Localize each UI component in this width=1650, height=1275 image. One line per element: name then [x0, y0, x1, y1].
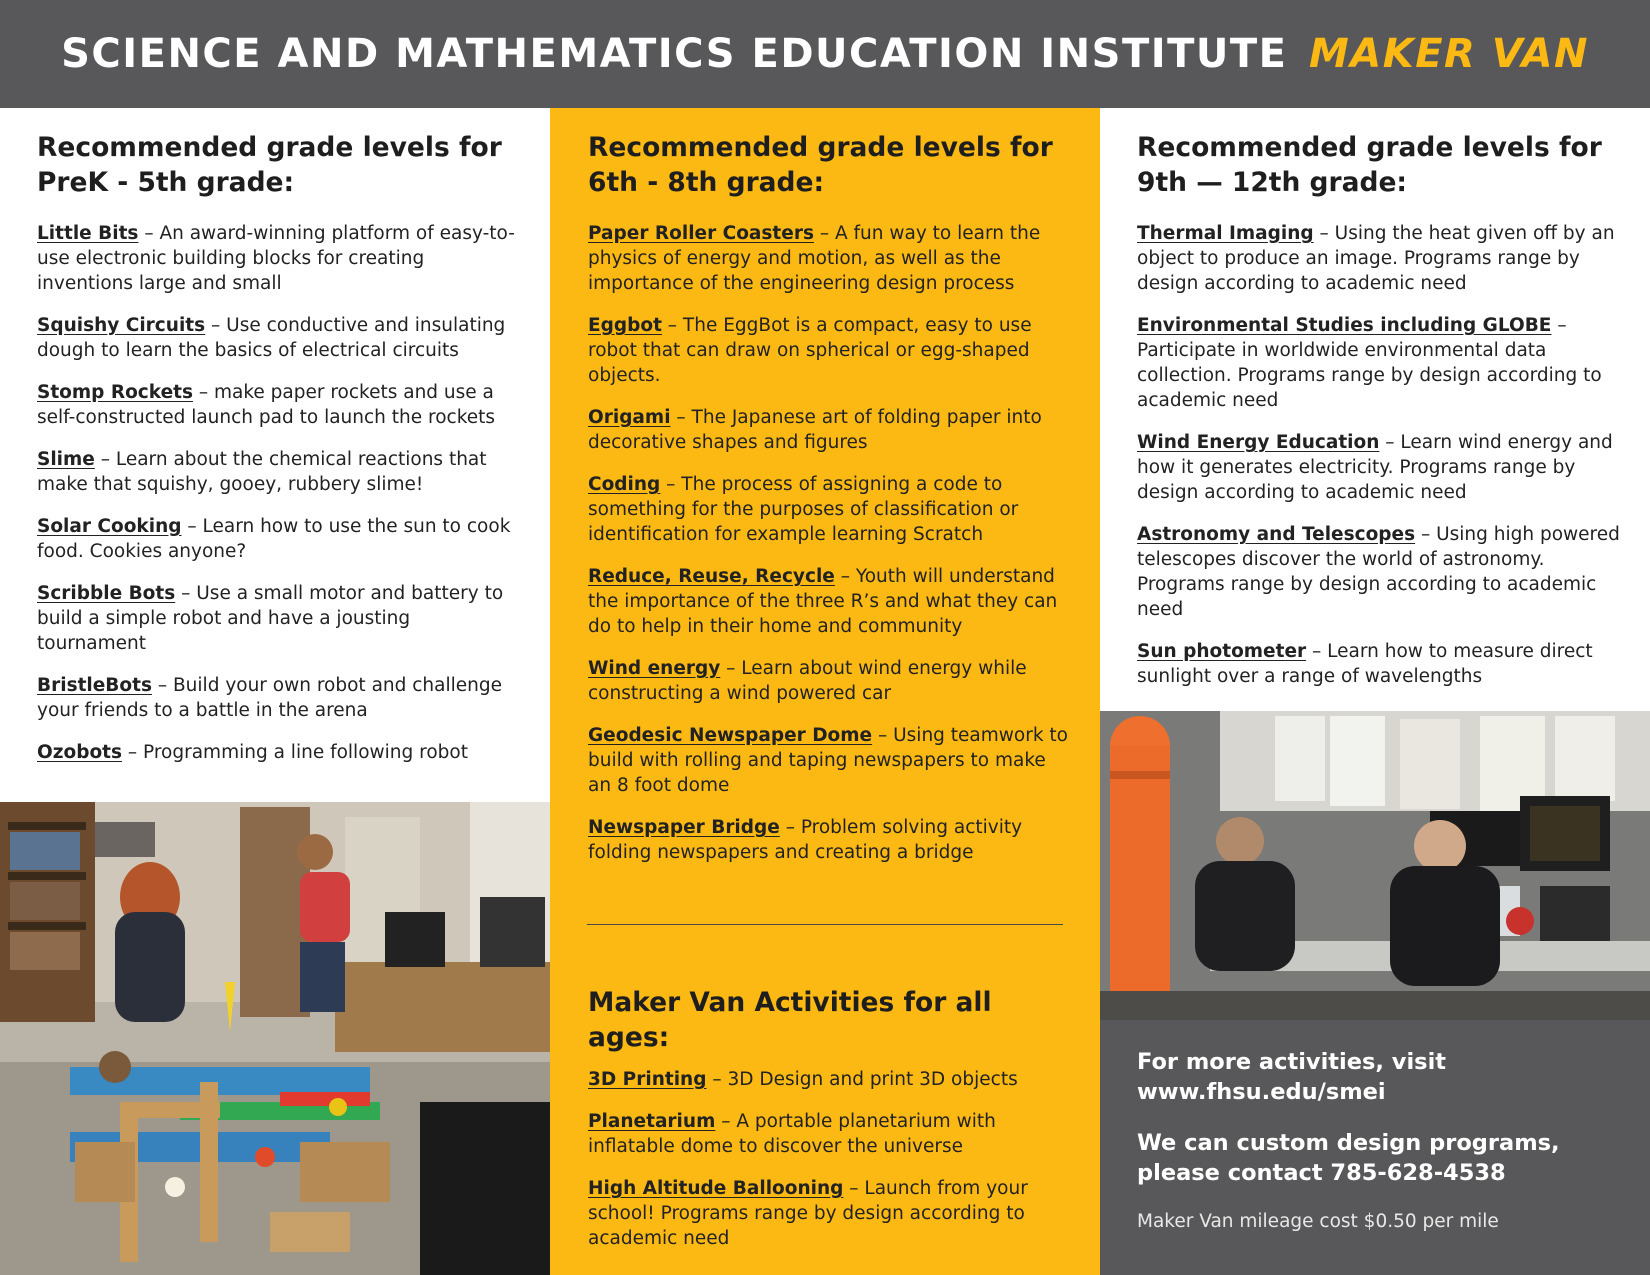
activity-item [588, 815, 1068, 865]
title-main: SCIENCE AND MATHEMATICS EDUCATION INSTITUTE [61, 31, 1288, 77]
activity-item [37, 221, 518, 296]
all-ages-list [588, 1067, 1080, 1251]
activity-name: BristleBots [37, 675, 152, 696]
activity-description: – Learn how to measure direct sunlight over a range of wavelengths [1137, 641, 1593, 687]
activity-item [37, 380, 518, 430]
activity-name: Origami [588, 407, 671, 428]
activity-description: – Using the heat given off by an object to produce an image. Programs range by design according to academic need [1137, 223, 1615, 294]
activity-item [588, 1109, 1080, 1159]
activity-description: – Using high powered telescopes discover the world of astronomy. Programs range by design according to academic need [1137, 524, 1620, 620]
activity-description: – Problem solving activity folding newspapers and creating a bridge [588, 817, 1023, 863]
activity-list [1137, 221, 1626, 689]
phone-line: please contact 785-628-4538 [1137, 1160, 1506, 1186]
activity-name: Astronomy and Telescopes [1137, 524, 1416, 545]
activity-description: – A fun way to learn the physics of energy and motion, as well as the importance of the engineering design process [588, 223, 1041, 294]
column-title-line2: 6th - 8th grade: [588, 167, 825, 198]
website-link[interactable]: www.fhsu.edu/smei [1137, 1079, 1386, 1105]
column-title-line1: Recommended grade levels for [1137, 132, 1602, 163]
all-ages-section [588, 985, 1080, 1268]
activity-name: Eggbot [588, 315, 662, 336]
activity-description: – Use a small motor and battery to build a simple robot and have a jousting tournament [37, 583, 504, 654]
title-accent: MAKER VAN [1308, 31, 1589, 77]
activity-name: Ozobots [37, 742, 123, 763]
maker-van-interior-photo [1100, 711, 1650, 1020]
mileage-note: Maker Van mileage cost $0.50 per mile [1137, 1211, 1499, 1232]
column-prek-5 [0, 108, 550, 802]
activity-item [37, 447, 518, 497]
activity-item [588, 221, 1068, 296]
activity-name: Reduce, Reuse, Recycle [588, 566, 835, 587]
column-title-line2: PreK - 5th grade: [37, 167, 295, 198]
activity-description: – Learn wind energy and how it generates electricity. Programs range by design according to academic need [1137, 432, 1613, 503]
mini-golf-photo [0, 802, 550, 1275]
activity-item [588, 723, 1068, 798]
column-6-8 [550, 108, 1100, 1275]
section-divider [587, 924, 1063, 925]
activity-name: Newspaper Bridge [588, 817, 780, 838]
activity-name: Wind energy [588, 658, 721, 679]
activity-item [1137, 313, 1626, 413]
activity-description: – 3D Design and print 3D objects [706, 1069, 1018, 1090]
activity-name: 3D Printing [588, 1069, 707, 1090]
activity-name: Wind Energy Education [1137, 432, 1380, 453]
contact-text [1137, 1128, 1626, 1188]
page-title [61, 31, 1589, 77]
activity-name: Slime [37, 449, 95, 470]
activity-item [588, 405, 1068, 455]
activity-description: – A portable planetarium with inflatable dome to discover the universe [588, 1111, 996, 1157]
activity-item [37, 514, 518, 564]
activity-name: Thermal Imaging [1137, 223, 1314, 244]
activity-description: – Learn about wind energy while constructing a wind powered car [588, 658, 1027, 704]
visit-line: For more activities, visit [1137, 1049, 1447, 1075]
contact-line: We can custom design programs, [1137, 1130, 1560, 1156]
column-title-line2: 9th — 12th grade: [1137, 167, 1408, 198]
activity-name: Squishy Circuits [37, 315, 206, 336]
activity-item [588, 564, 1068, 639]
activity-description: – Youth will understand the importance of the three R’s and what they can do to help in their home and community [588, 566, 1058, 637]
activity-description: – Learn about the chemical reactions that make that squishy, gooey, rubbery slime! [37, 449, 487, 495]
activity-name: Planetarium [588, 1111, 716, 1132]
activity-description: – Build your own robot and challenge your friends to a battle in the arena [37, 675, 502, 721]
activity-name: Stomp Rockets [37, 382, 193, 403]
activity-name: Environmental Studies including GLOBE [1137, 315, 1552, 336]
activity-description: – Learn how to use the sun to cook food. Cookies anyone? [37, 516, 511, 562]
activity-item [1137, 221, 1626, 296]
maker-van-interior-photo-illustration [1100, 711, 1650, 1020]
activity-description: – Launch from your school! Programs range by design according to academic need [588, 1178, 1028, 1249]
activity-description: – Using teamwork to build with rolling and taping newspapers to make an 8 foot dome [588, 725, 1069, 796]
column-title [588, 130, 1068, 200]
activity-item [588, 1176, 1080, 1251]
all-ages-title: Maker Van Activities for all ages: [588, 987, 992, 1053]
activity-name: Sun photometer [1137, 641, 1307, 662]
activity-item [37, 673, 518, 723]
page-header [0, 0, 1650, 108]
activity-name: Little Bits [37, 223, 139, 244]
activity-description: – Programming a line following robot [122, 742, 468, 763]
visit-text [1137, 1047, 1626, 1107]
activity-list [588, 221, 1068, 865]
activity-item [37, 740, 518, 765]
activity-item [588, 313, 1068, 388]
activity-name: Coding [588, 474, 661, 495]
activity-name: High Altitude Ballooning [588, 1178, 844, 1199]
activity-description: – Use conductive and insulating dough to learn the basics of electrical circuits [37, 315, 506, 361]
activity-name: Paper Roller Coasters [588, 223, 814, 244]
activity-item [37, 313, 518, 363]
activity-name: Scribble Bots [37, 583, 176, 604]
column-title [1137, 130, 1626, 200]
activity-item [588, 472, 1068, 547]
activity-item [588, 656, 1068, 706]
activity-description: – make paper rockets and use a self-constructed launch pad to launch the rockets [37, 382, 496, 428]
mini-golf-photo-illustration [0, 802, 550, 1275]
activity-description: – Participate in worldwide environmental data collection. Programs range by design according to academic need [1137, 315, 1602, 411]
column-title-line1: Recommended grade levels for [37, 132, 502, 163]
activity-item [1137, 639, 1626, 689]
activity-description: – The Japanese art of folding paper into decorative shapes and figures [588, 407, 1042, 453]
activity-item [588, 1067, 1080, 1092]
activity-description: – An award-winning platform of easy-to-use electronic building blocks for creating inventions large and small [37, 223, 515, 294]
column-title-line1: Recommended grade levels for [588, 132, 1053, 163]
column-9-12 [1100, 108, 1650, 711]
activity-item [1137, 522, 1626, 622]
column-title [37, 130, 518, 200]
activity-item [1137, 430, 1626, 505]
activity-name: Geodesic Newspaper Dome [588, 725, 873, 746]
activity-name: Solar Cooking [37, 516, 182, 537]
activity-list [37, 221, 518, 765]
activity-description: – The EggBot is a compact, easy to use robot that can draw on spherical or egg-shaped objects. [588, 315, 1032, 386]
activity-description: – The process of assigning a code to something for the purposes of classification or identification for example learning Scratch [588, 474, 1019, 545]
contact-box [1100, 1020, 1650, 1275]
activity-item [37, 581, 518, 656]
